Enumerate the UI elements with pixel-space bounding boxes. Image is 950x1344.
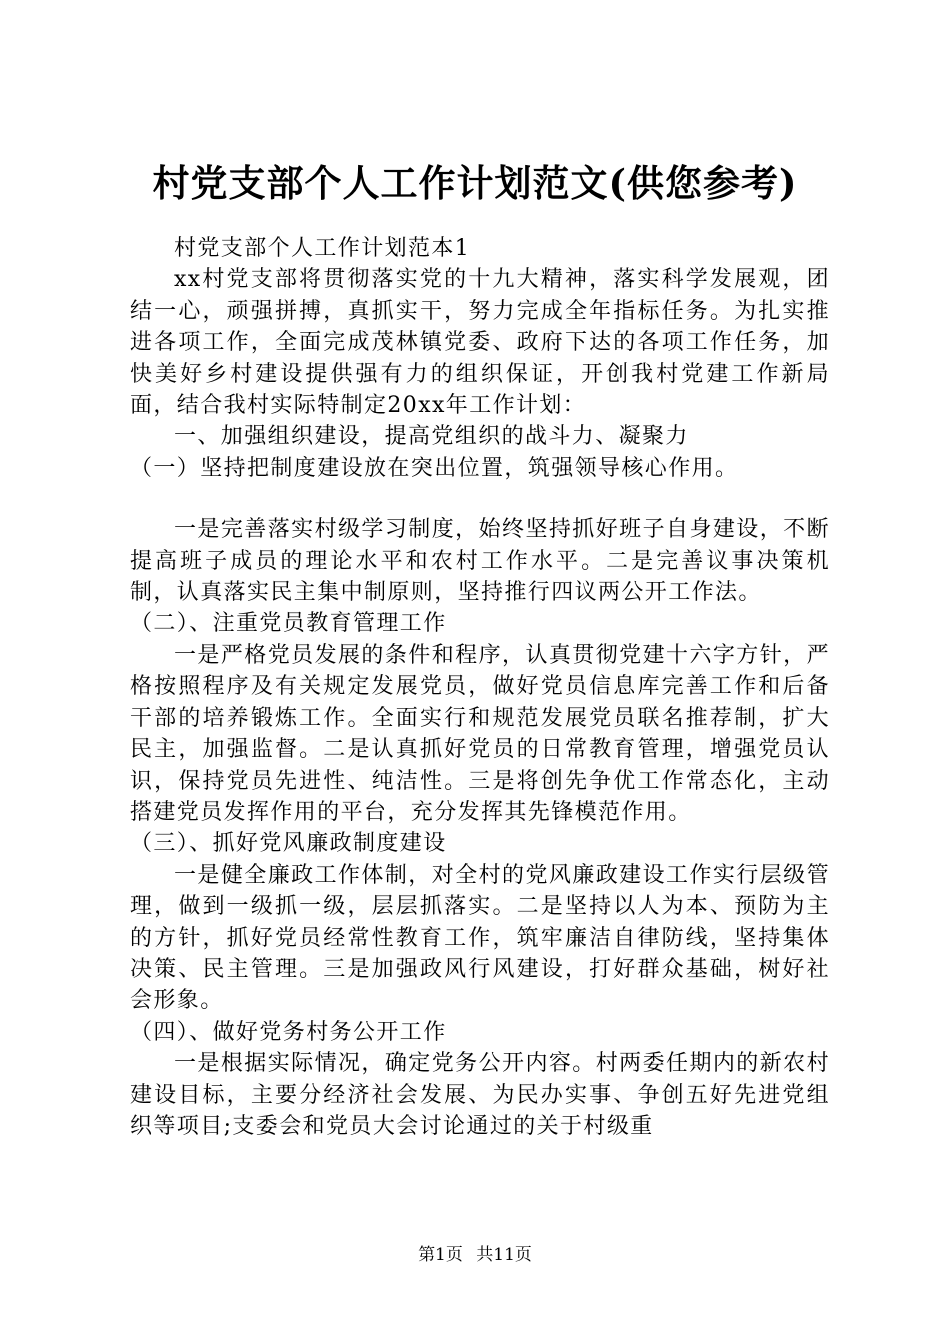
subsection-heading-2: （二）、注重党员教育管理工作 [130,611,447,637]
subsection-heading-1: （一）坚持把制度建设放在突出位置，筑强领导核心作用。 [130,455,739,481]
page-total: 共11页 [476,1245,532,1265]
page-number: 第1页 [418,1245,463,1265]
body-paragraph: 一是严格党员发展的条件和程序，认真贯彻党建十六字方针，严格按照程序及有关规定发展党员，做好党员信息库完善工作和后备干部的培养锻炼工作。全面实行和规范发展党员联名推荐制，扩大民主，加强监督。二是认真抓好党员的日常教育管理，增强党员认识，保持党员先进性、纯洁性。三是将创先争优工作常态化，主动搭建党员发挥作用的平台，充分发挥其先锋模范作用。 [130,642,830,825]
page-footer [0,1244,950,1266]
document-body [130,233,830,1142]
subsection-heading-4: （四）、做好党务村务公开工作 [130,1019,447,1045]
subsection-heading-3: （三）、抓好党风廉政制度建设 [130,831,447,857]
body-paragraph: 一是完善落实村级学习制度，始终坚持抓好班子自身建设，不断提高班子成员的理论水平和农村工作水平。二是完善议事决策机制，认真落实民主集中制原则，坚持推行四议两公开工作法。 [130,517,830,606]
intro-paragraph: xx村党支部将贯彻落实党的十九大精神，落实科学发展观，团结一心，顽强拼搏，真抓实干，努力完成全年指标任务。为扎实推进各项工作，全面完成茂林镇党委、政府下达的各项工作任务，加快美好乡村建设提供强有力的组织保证，开创我村党建工作新局面，结合我村实际特制定20xx年工作计划： [130,267,830,419]
body-paragraph: 一是健全廉政工作体制，对全村的党风廉政建设工作实行层级管理，做到一级抓一级，层层抓落实。二是坚持以人为本、预防为主的方针，抓好党员经常性教育工作，筑牢廉洁自律防线，坚持集体决策、民主管理。三是加强政风行风建设，打好群众基础，树好社会形象。 [130,862,830,1014]
body-paragraph: 一是根据实际情况，确定党务公开内容。村两委任期内的新农村建设目标，主要分经济社会发展、为民办实事、争创五好先进党组织等项目;支委会和党员大会讨论通过的关于村级重 [130,1051,830,1139]
paragraph-gap [130,484,830,514]
section-heading-1: 一、加强组织建设，提高党组织的战斗力、凝聚力 [174,424,689,450]
subtitle-paragraph: 村党支部个人工作计划范本1 [174,236,471,261]
document-title: 村党支部个人工作计划范文(供您参考) [152,161,798,205]
